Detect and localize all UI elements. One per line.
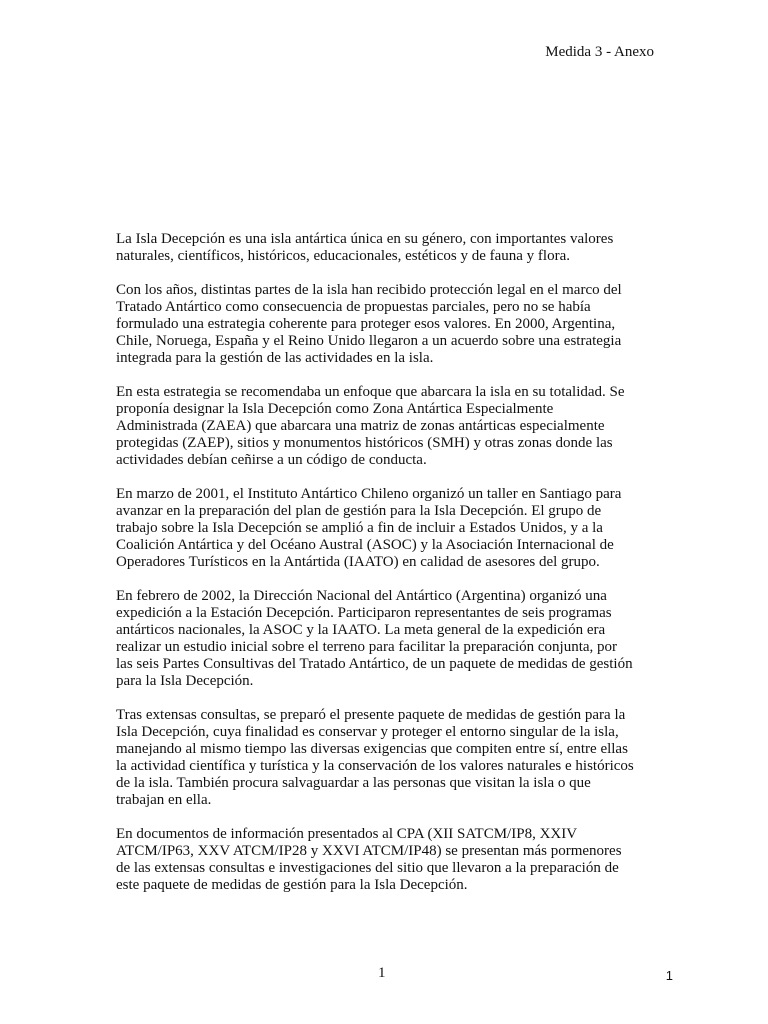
text-line: las seis Partes Consultivas del Tratado Antártico, de un paquete de medidas de gestión [116,656,633,672]
text-line: naturales, científicos, históricos, educacionales, estéticos y de fauna y flora. [116,248,570,264]
text-line: avanzar en la preparación del plan de gestión para la Isla Decepción. El grupo de [116,503,602,519]
text-line: integrada para la gestión de las actividades en la isla. [116,350,434,366]
paragraph [116,826,656,894]
paragraph [116,282,656,367]
text-line: ATCM/IP63, XXV ATCM/IP28 y XXVI ATCM/IP48) se presentan más pormenores [116,843,622,859]
text-line: En esta estrategia se recomendaba un enfoque que abarcara la isla en su totalidad. Se [116,384,625,400]
paragraph [116,486,656,571]
text-line: En febrero de 2002, la Dirección Nacional del Antártico (Argentina) organizó una [116,588,607,604]
text-line: Con los años, distintas partes de la isla han recibido protección legal en el marco del [116,282,622,298]
text-line: En documentos de información presentados al CPA (XII SATCM/IP8, XXIV [116,826,578,842]
text-line: Tras extensas consultas, se preparó el presente paquete de medidas de gestión para la [116,707,626,723]
text-line: Administrada (ZAEA) que abarcara una matriz de zonas antárticas especialmente [116,418,605,434]
text-line: Operadores Turísticos en la Antártida (IAATO) en calidad de asesores del grupo. [116,554,600,570]
text-line: Coalición Antártica y del Océano Austral (ASOC) y la Asociación Internacional de [116,537,614,553]
document-body [116,231,656,911]
text-line: realizar un estudio inicial sobre el terreno para facilitar la preparación conjunta, por [116,639,618,655]
text-line: actividades debían ceñirse a un código de conducta. [116,452,427,468]
text-line: de las extensas consultas e investigaciones del sitio que llevaron a la preparación de [116,860,619,876]
text-line: antárticos nacionales, la ASOC y la IAATO. La meta general de la expedición era [116,622,606,638]
paragraph [116,707,656,809]
text-line: Tratado Antártico como consecuencia de propuestas parciales, pero no se había [116,299,591,315]
paragraph [116,231,656,265]
text-line: manejando al mismo tiempo las diversas exigencias que compiten entre sí, entre ellas [116,741,628,757]
text-line: de la isla. También procura salvaguardar a las personas que visitan la isla o que [116,775,591,791]
text-line: proponía designar la Isla Decepción como Zona Antártica Especialmente [116,401,554,417]
text-line: expedición a la Estación Decepción. Participaron representantes de seis programas [116,605,612,621]
paragraph [116,384,656,469]
text-line: formulado una estrategia coherente para proteger esos valores. En 2000, Argentina, [116,316,616,332]
text-line: protegidas (ZAEP), sitios y monumentos históricos (SMH) y otras zonas donde las [116,435,613,451]
paragraph [116,588,656,690]
text-line: Isla Decepción, cuya finalidad es conservar y proteger el entorno singular de la isla, [116,724,619,740]
page-number: 1 [378,965,386,981]
text-line: para la Isla Decepción. [116,673,254,689]
text-line: Chile, Noruega, España y el Reino Unido llegaron a un acuerdo sobre una estrategia [116,333,622,349]
text-line: trabajan en ella. [116,792,212,808]
text-line: En marzo de 2001, el Instituto Antártico Chileno organizó un taller en Santiago para [116,486,622,502]
text-line: trabajo sobre la Isla Decepción se amplió a fin de incluir a Estados Unidos, y a la [116,520,603,536]
text-line: La Isla Decepción es una isla antártica única en su género, con importantes valores [116,231,614,247]
document-header: Medida 3 - Anexo [545,44,654,60]
text-line: este paquete de medidas de gestión para la Isla Decepción. [116,877,468,893]
corner-page-number: 1 [665,968,673,983]
text-line: la actividad científica y turística y la conservación de los valores naturales e históricos [116,758,634,774]
